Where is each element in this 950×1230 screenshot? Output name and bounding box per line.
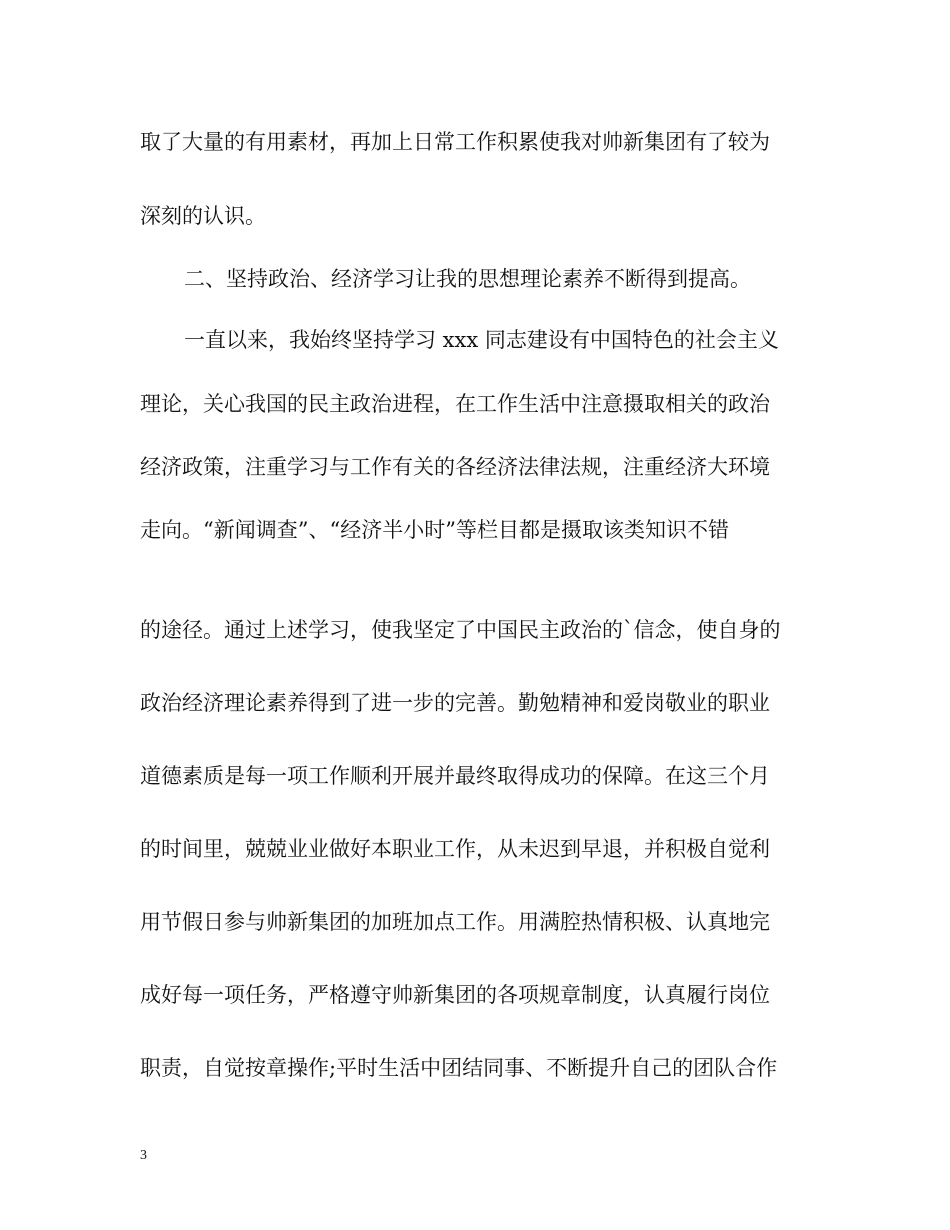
text-line-12: 用节假日参与帅新集团的加班加点工作。用满腔热情积极、认真地完 — [140, 910, 770, 934]
text-line-1: 取了大量的有用素材，再加上日常工作积累使我对帅新集团有了较为 — [140, 130, 770, 154]
text-line-9: 政治经济理论素养得到了进一步的完善。勤勉精神和爱岗敬业的职业 — [140, 691, 770, 715]
text-line-5: 理论，关心我国的民主政治进程，在工作生活中注意摄取相关的政治 — [140, 392, 770, 416]
text-line-14: 职责，自觉按章操作;平时生活中团结同事、不断提升自己的团队合作 — [140, 1056, 778, 1080]
text-line-10: 道德素质是每一项工作顺利开展并最终取得成功的保障。在这三个月 — [140, 764, 770, 788]
text-line-7: 走向。“新闻调查”、“经济半小时”等栏目都是摄取该类知识不错 — [140, 518, 729, 542]
text-line-4: 一直以来，我始终坚持学习 xxx 同志建设有中国特色的社会主义 — [184, 328, 779, 352]
text-line-2: 深刻的认识。 — [140, 204, 266, 228]
page-number: 3 — [140, 1148, 147, 1163]
section-heading: 二、坚持政治、经济学习让我的思想理论素养不断得到提高。 — [184, 267, 751, 291]
text-line-11: 的时间里，兢兢业业做好本职业工作，从未迟到早退，并积极自觉利 — [140, 837, 770, 861]
text-line-6: 经济政策，注重学习与工作有关的各经济法律法规，注重经济大环境 — [140, 455, 770, 479]
text-line-8: 的途径。通过上述学习，使我坚定了中国民主政治的`信念，使自身的 — [140, 618, 781, 642]
text-line-13: 成好每一项任务，严格遵守帅新集团的各项规章制度，认真履行岗位 — [140, 983, 770, 1007]
